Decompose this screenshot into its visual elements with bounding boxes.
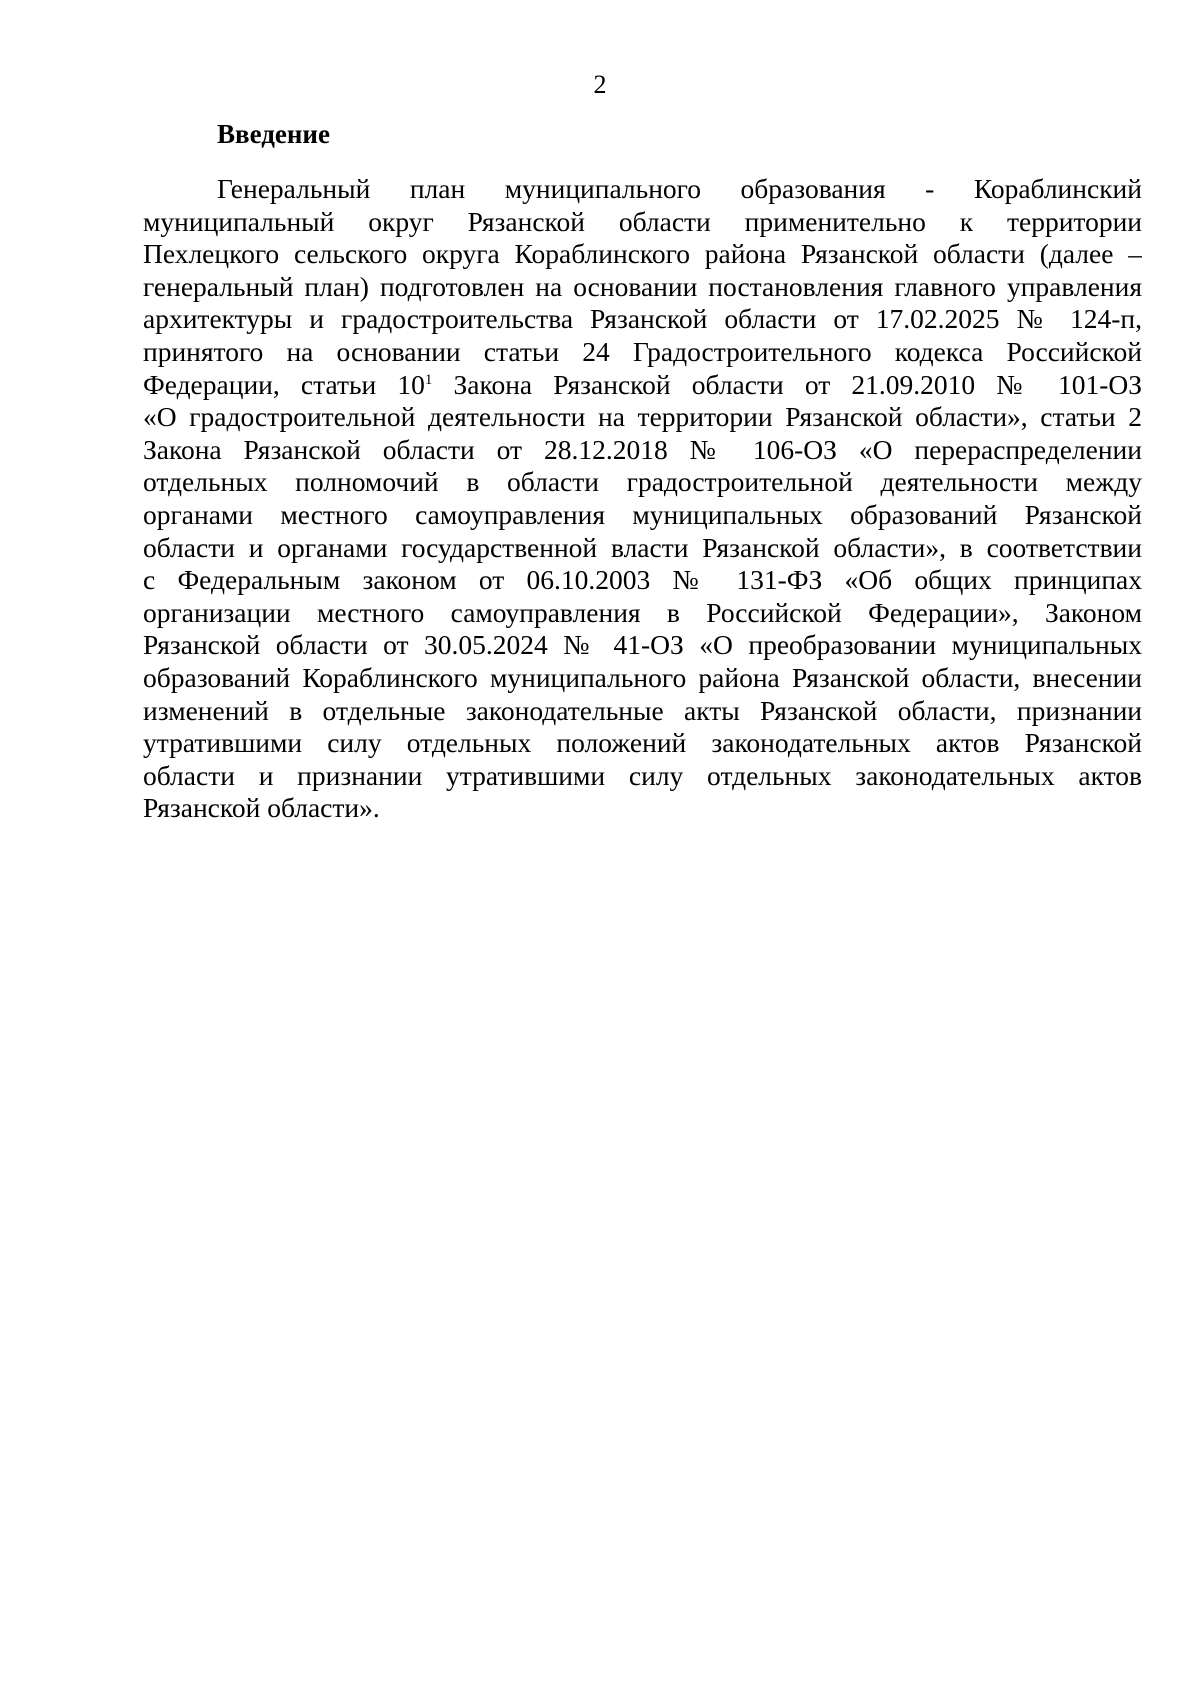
section-title: Введение [217, 119, 330, 149]
paragraph-line: области и признании утратившими силу отдельных законодательных актов [143, 759, 1142, 791]
paragraph-line: «О градостроительной деятельности на территории Рязанской области», статьи 2 [143, 401, 1142, 433]
paragraph-line: архитектуры и градостроительства Рязанской области от 17.02.2025 № 124-п, [143, 303, 1142, 335]
superscript: 1 [424, 371, 433, 388]
paragraph-line: муниципальный округ Рязанской области применительно к территории [143, 205, 1142, 237]
paragraph-line: генеральный план) подготовлен на основании постановления главного управления [143, 270, 1142, 302]
page-number: 2 [593, 70, 607, 99]
line-text-part: Федерации, статьи 10 [143, 368, 425, 400]
paragraph-line: Рязанской области от 30.05.2024 № 41-ОЗ «О преобразовании муниципальных [143, 629, 1142, 661]
paragraph-line: Рязанской области». [143, 792, 380, 824]
paragraph-line: образований Кораблинского муниципального района Рязанской области, внесении [143, 661, 1142, 693]
paragraph-line: принятого на основании статьи 24 Градостроительного кодекса Российской [143, 335, 1142, 367]
paragraph-line: области и органами государственной власти Рязанской области», в соответствии [143, 531, 1142, 563]
body-paragraph [143, 173, 1142, 825]
paragraph-line: утратившими силу отдельных положений законодательных актов Рязанской [143, 727, 1142, 759]
paragraph-line: организации местного самоуправления в Российской Федерации», Законом [143, 596, 1142, 628]
paragraph-line: с Федеральным законом от 06.10.2003 № 131-ФЗ «Об общих принципах [143, 564, 1142, 596]
paragraph-line: Закона Рязанской области от 28.12.2018 № 106-ОЗ «О перераспределении [143, 433, 1142, 465]
paragraph-line: органами местного самоуправления муниципальных образований Рязанской [143, 498, 1142, 530]
paragraph-line: изменений в отдельные законодательные акты Рязанской области, признании [143, 694, 1142, 726]
paragraph-line: Пехлецкого сельского округа Кораблинского района Рязанской области (далее – [143, 238, 1142, 270]
paragraph-line: Генеральный план муниципального образования - Кораблинский [217, 173, 1142, 204]
paragraph-line-with-superscript [143, 369, 1142, 402]
paragraph-line: отдельных полномочий в области градостроительной деятельности между [143, 466, 1142, 498]
line-text-part: Закона Рязанской области от 21.09.2010 № 101-ОЗ [432, 368, 1142, 400]
